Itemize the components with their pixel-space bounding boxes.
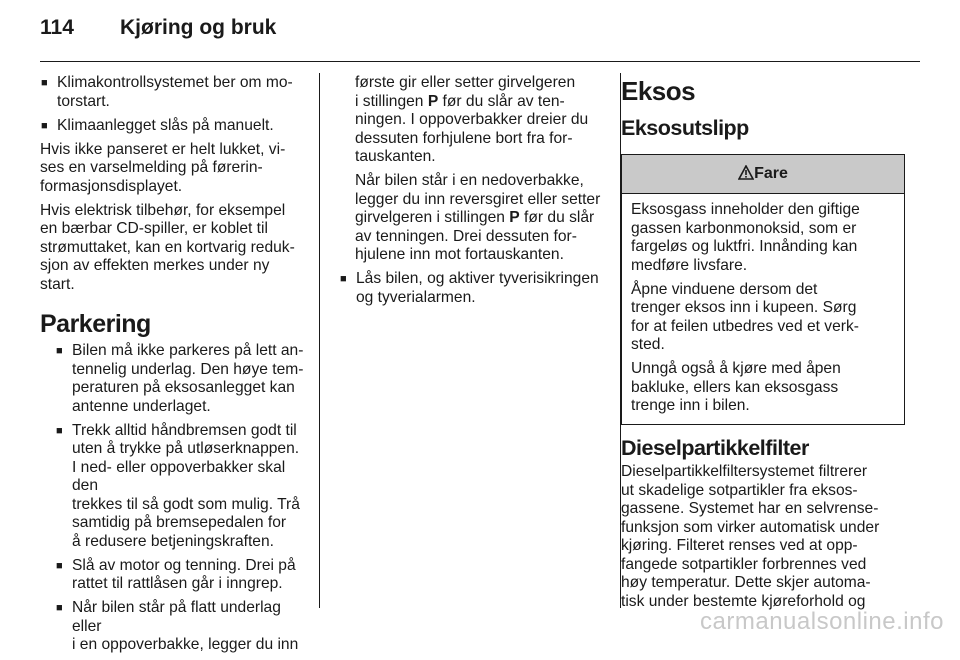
- paragraph: Unngå også å kjøre med åpen bakluke, ellers kan eksosgass trenge inn i bilen.: [631, 360, 841, 414]
- page-number: 114: [40, 16, 74, 39]
- paragraph: Eksosgass inneholder den giftige gassen karbonmonoksid, som er fargeløs og luktfri. Innånding kan medføre livsfare.: [631, 201, 860, 274]
- subheading-eksosutslipp: Eksosutslipp: [621, 116, 749, 140]
- subheading-dieselpartikkelfilter: Dieselpartikkelfilter: [621, 436, 809, 460]
- list-item: ■ Klimaanlegget slås på manuelt.: [40, 117, 314, 136]
- column-2: [339, 74, 609, 313]
- list-item: ■ Klimakontrollsystemet ber om mo- torstart.: [40, 74, 314, 111]
- paragraph: Hvis ikke panseret er helt lukket, vi- ses en varselmelding på førerin- formasjonsdisplayet.: [40, 140, 286, 195]
- header-rule: [40, 61, 920, 62]
- list-item: ■ Bilen må ikke parkeres på lett an- tennelig underlag. Den høye tem- peraturen på eksosanlegget kan antenne underlaget.: [55, 342, 314, 416]
- paragraph: Hvis elektrisk tilbehør, for eksempel en bærbar CD-spiller, er koblet til strømuttaket, kan en kortvarig reduk- sjon av effekten merkes under ny start.: [40, 201, 295, 293]
- column-1: [40, 74, 314, 660]
- warning-label: Fare: [754, 165, 788, 182]
- list-item: ■ Når bilen står på flatt underlag eller i en oppoverbakke, legger du inn: [55, 599, 314, 655]
- list-item: ■ Trekk alltid håndbremsen godt til uten å trykke på utløserknappen. I ned- eller oppoverbakker skal den trekkes til så godt som mulig. Trå samtidig på bremsepedalen for å redusere betjeningskraften.: [55, 422, 314, 552]
- page-title: Kjøring og bruk: [120, 16, 277, 39]
- warning-header: [622, 155, 904, 194]
- watermark: carmanualsonline.info: [700, 608, 944, 635]
- warning-body: [622, 194, 904, 424]
- list-item: ■ Slå av motor og tenning. Drei på rattet til rattlåsen går i inngrep.: [55, 557, 314, 594]
- page-header: [40, 16, 920, 52]
- paragraph: Dieselpartikkelfiltersystemet filtrerer ut skadelige sotpartikler fra eksos- gassene. Systemet har en selvrense- funksjon som virker automatisk under kjøring. Filteret renses ved at opp- fangede sotpartikler forbrennes ved høy temperatur. Dette skjer automa- tisk under bestemte kjøreforhold og: [621, 463, 880, 610]
- section-heading-eksos: Eksos: [621, 76, 696, 106]
- column-3: [621, 76, 911, 617]
- warning-box: [621, 154, 905, 425]
- paragraph: Når bilen står i en nedoverbakke, legger du inn reversgiret eller setter girvelgeren i stillingen P før du slår av tenningen. Drei dessuten for- hjulene inn mot fortauskanten.: [355, 172, 601, 263]
- paragraph: Åpne vinduene dersom det trenger eksos inn i kupeen. Sørg for at feilen utbedres ved et verk- sted.: [631, 280, 859, 353]
- column-divider-1: [319, 73, 320, 608]
- section-heading-parkering: Parkering: [40, 310, 151, 338]
- paragraph: første gir eller setter girvelgeren i stillingen P før du slår av ten- ningen. I oppoverbakker dreier du dessuten forhjulene bort fra for- tauskanten.: [355, 74, 589, 165]
- warning-triangle-icon: [738, 165, 754, 180]
- list-item: ■ Lås bilen, og aktiver tyverisikringen og tyverialarmen.: [339, 270, 609, 307]
